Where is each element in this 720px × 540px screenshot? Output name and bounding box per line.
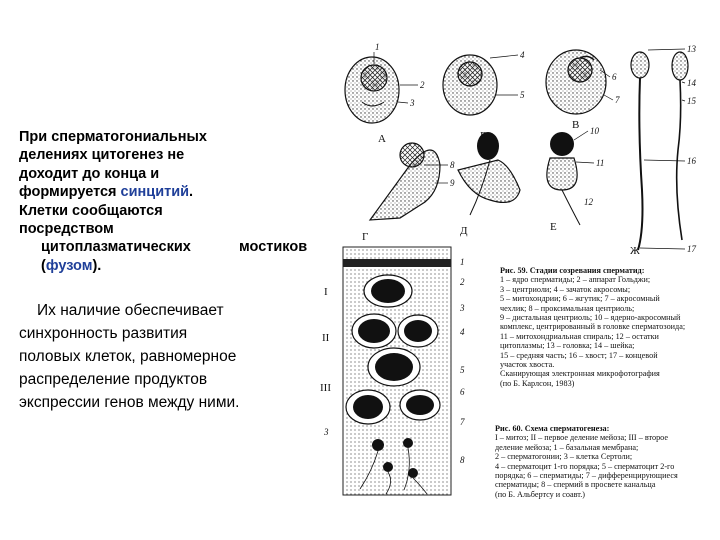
caption-line: сперматиды; 8 – спермий в просвете канальца: [495, 480, 656, 490]
caption-line: участок хвоста.: [500, 360, 555, 370]
term-fusome: фузом: [45, 257, 93, 274]
callout-14: 14: [687, 78, 696, 88]
caption-title: Рис. 60. Схема сперматогенеза:: [495, 424, 610, 433]
text-line: При сперматогониальных: [19, 129, 207, 145]
callout-6: 6: [460, 387, 465, 397]
callout-8: 8: [450, 160, 455, 170]
text-line: делениях цитогенез не: [19, 147, 185, 164]
caption-line: 3 – центриоли; 4 – зачаток акросомы;: [500, 284, 631, 294]
label-e: Е: [550, 221, 557, 233]
roman-i: I: [324, 286, 328, 298]
caption-title: Рис. 59. Стадии созревания сперматид:: [500, 266, 645, 275]
stage-g-cell: [370, 143, 440, 220]
text-fragment: ).: [92, 257, 102, 274]
figure-60-drawing: [318, 245, 483, 500]
callout-11: 11: [596, 158, 605, 168]
callout-15: 15: [687, 96, 696, 106]
caption-line: 5 – митохондрии; 6 – жгутик; 7 – акросомный: [500, 294, 660, 304]
stage-b-cell: [443, 55, 497, 115]
callout-4: 4: [520, 50, 525, 60]
caption-line: (по Б. Карлсон, 1983): [500, 378, 575, 388]
callout-8: 8: [460, 455, 465, 465]
roman-iii: III: [320, 382, 331, 394]
label-zh: Ж: [630, 245, 640, 257]
callout-10: 10: [590, 126, 599, 136]
label-b: Б: [480, 130, 487, 142]
text-line: экспрессии генов между ними.: [19, 394, 240, 411]
callout-5: 5: [520, 90, 525, 100]
figure-59-drawing: [340, 40, 720, 265]
stage-d-cell: [458, 132, 520, 215]
caption-line: цитоплазмы; 13 – головка; 14 – шейка;: [500, 341, 635, 351]
callout-3-left: 3: [324, 427, 329, 437]
stage-a-cell: [345, 57, 399, 123]
text-line: [19, 257, 319, 275]
callout-1: 1: [460, 257, 465, 267]
caption-line: Сканирующая электронная микрофотография: [500, 369, 660, 379]
label-g: Г: [362, 231, 369, 243]
caption-line: 9 – дистальная центриоль; 10 – ядерно-акросомный: [500, 313, 681, 323]
text-line: Клетки сообщаются: [19, 202, 163, 219]
roman-ii: II: [322, 332, 330, 344]
caption-line: порядка; 6 – сперматиды; 7 – дифференцирующиеся: [495, 471, 678, 481]
caption-line: 2 – сперматогонии; 3 – клетка Сертоли;: [495, 452, 633, 462]
caption-line: деление мейоза; 1 – базальная мембрана;: [495, 442, 639, 452]
text-fragment: мостиков: [239, 239, 308, 256]
figure-59-caption: [500, 266, 685, 388]
text-line: посредством: [19, 221, 114, 238]
text-fragment: .: [189, 184, 194, 201]
caption-line: комплекс, центрированный в головке сперматозоида;: [500, 322, 686, 332]
stage-zh-spermatozoa: [631, 52, 688, 250]
callout-3: 3: [410, 98, 415, 108]
caption-line: I – митоз; II – первое деление мейоза; III – второе: [495, 433, 668, 443]
callout-12: 12: [584, 197, 593, 207]
intro-paragraph: [19, 128, 319, 275]
caption-line: 4 – сперматоцит 1-го порядка; 5 – сперматоцит 2-го: [495, 461, 675, 471]
callout-3: 3: [460, 303, 465, 313]
figure-60-caption: [495, 424, 678, 499]
callout-13: 13: [687, 44, 696, 54]
text-line: половых клеток, равномерное: [19, 348, 237, 365]
stage-e-cell: [547, 132, 580, 225]
label-v: В: [572, 119, 580, 131]
callout-1: 1: [375, 42, 380, 52]
label-d: Д: [460, 225, 468, 237]
callout-2: 2: [460, 277, 465, 287]
callout-9: 9: [450, 178, 455, 188]
callout-16: 16: [687, 156, 696, 166]
text-line: [19, 238, 319, 256]
text-line: доходит до конца и: [19, 165, 160, 182]
callout-5: 5: [460, 365, 465, 375]
text-line: [19, 183, 319, 201]
text-fragment: цитоплазматических: [41, 239, 191, 256]
text-fragment: (: [41, 257, 46, 274]
stage-v-cell: [546, 50, 606, 114]
caption-line: (по Б. Альбертсу и соавт.): [495, 489, 585, 499]
text-line: распределение продуктов: [19, 371, 208, 388]
text-line: Их наличие обеспечивает: [37, 302, 224, 319]
caption-line: чехлик; 8 – проксимальная центриоль;: [500, 303, 635, 313]
caption-line: 1 – ядро сперматиды; 2 – аппарат Гольджи;: [500, 275, 651, 285]
conclusion-paragraph: [19, 299, 319, 414]
callout-2: 2: [420, 80, 425, 90]
callout-4: 4: [460, 327, 465, 337]
caption-line: 11 – митохондриальная спираль; 12 – остатки: [500, 331, 659, 341]
text-fragment: формируется: [19, 184, 121, 201]
text-line: синхронность развития: [19, 325, 188, 342]
callout-6: 6: [612, 72, 617, 82]
callout-7: 7: [615, 95, 620, 105]
caption-line: 15 – средняя часть; 16 – хвост; 17 – концевой: [500, 350, 658, 360]
callout-7: 7: [460, 417, 465, 427]
callout-17: 17: [687, 244, 696, 254]
term-syncytium: синцитий: [120, 184, 190, 201]
label-a: А: [378, 133, 386, 145]
